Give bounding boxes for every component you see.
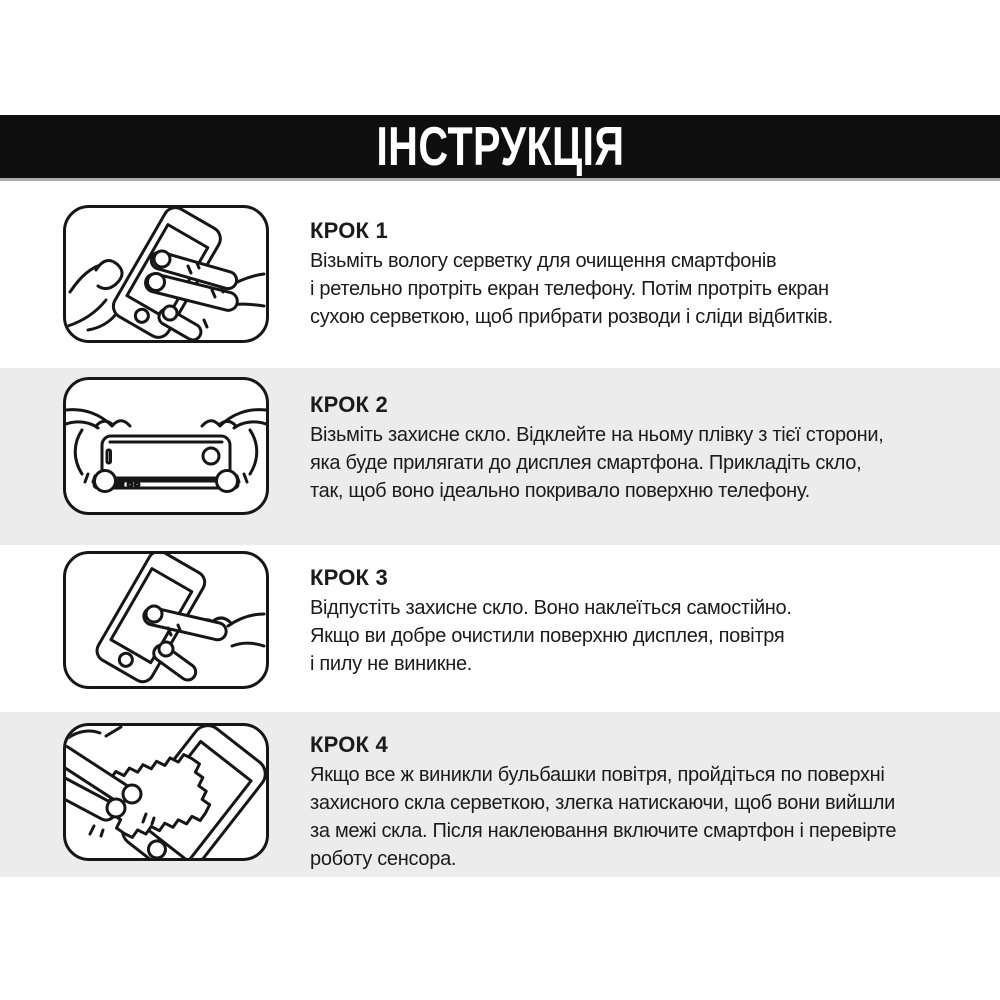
- step4-line: роботу сенсора.: [310, 848, 457, 870]
- wipe-screen-illustration: [66, 208, 266, 340]
- step3-line: Відпустіть захисне скло. Воно наклеїться самостійно.: [310, 597, 792, 619]
- step4-text: [310, 731, 896, 873]
- title-banner: [0, 115, 1000, 181]
- step3-line: Якщо ви добре очистили поверхню дисплея, повітря: [310, 625, 785, 647]
- press-screen-illustration: [66, 554, 266, 686]
- step3-heading: КРОК 3: [310, 565, 388, 590]
- smooth-bubbles-illustration: [66, 726, 266, 858]
- step1-text: [310, 217, 833, 331]
- step4-heading: КРОК 4: [310, 732, 388, 757]
- step1-heading: КРОК 1: [310, 218, 388, 243]
- step4-line: за межі скла. Після наклеювання включите смартфон і перевірте: [310, 820, 897, 842]
- hold-glass-illustration: [66, 380, 266, 512]
- page-title: ІНСТРУКЦІЯ: [375, 115, 625, 177]
- step3-text: [310, 564, 792, 678]
- step2-line: яка буде прилягати до дисплея смартфона. Прикладіть скло,: [310, 452, 862, 474]
- step4-line: Якщо все ж виникли бульбашки повітря, пройдіться по поверхні: [310, 764, 885, 786]
- step2-heading: КРОК 2: [310, 392, 388, 417]
- step2-line: так, щоб воно ідеально покривало поверхню телефону.: [310, 480, 810, 502]
- step1-illustration-box: [63, 205, 269, 343]
- step3-line: і пилу не виникне.: [310, 653, 473, 675]
- step3-illustration-box: [63, 551, 269, 689]
- step1-line: Візьміть вологу серветку для очищення смартфонів: [310, 250, 777, 272]
- step2-illustration-box: [63, 377, 269, 515]
- step4-illustration-box: [63, 723, 269, 861]
- step4-line: захисного скла серветкою, злегка натискаючи, щоб вони вийшли: [310, 792, 896, 814]
- step2-text: [310, 391, 883, 505]
- step1-line: сухою серветкою, щоб прибрати розводи і сліди відбитків.: [310, 306, 833, 328]
- step1-line: і ретельно протріть екран телефону. Потім протріть екран: [310, 278, 829, 300]
- step2-line: Візьміть захисне скло. Відклейте на ньому плівку з тієї сторони,: [310, 424, 884, 446]
